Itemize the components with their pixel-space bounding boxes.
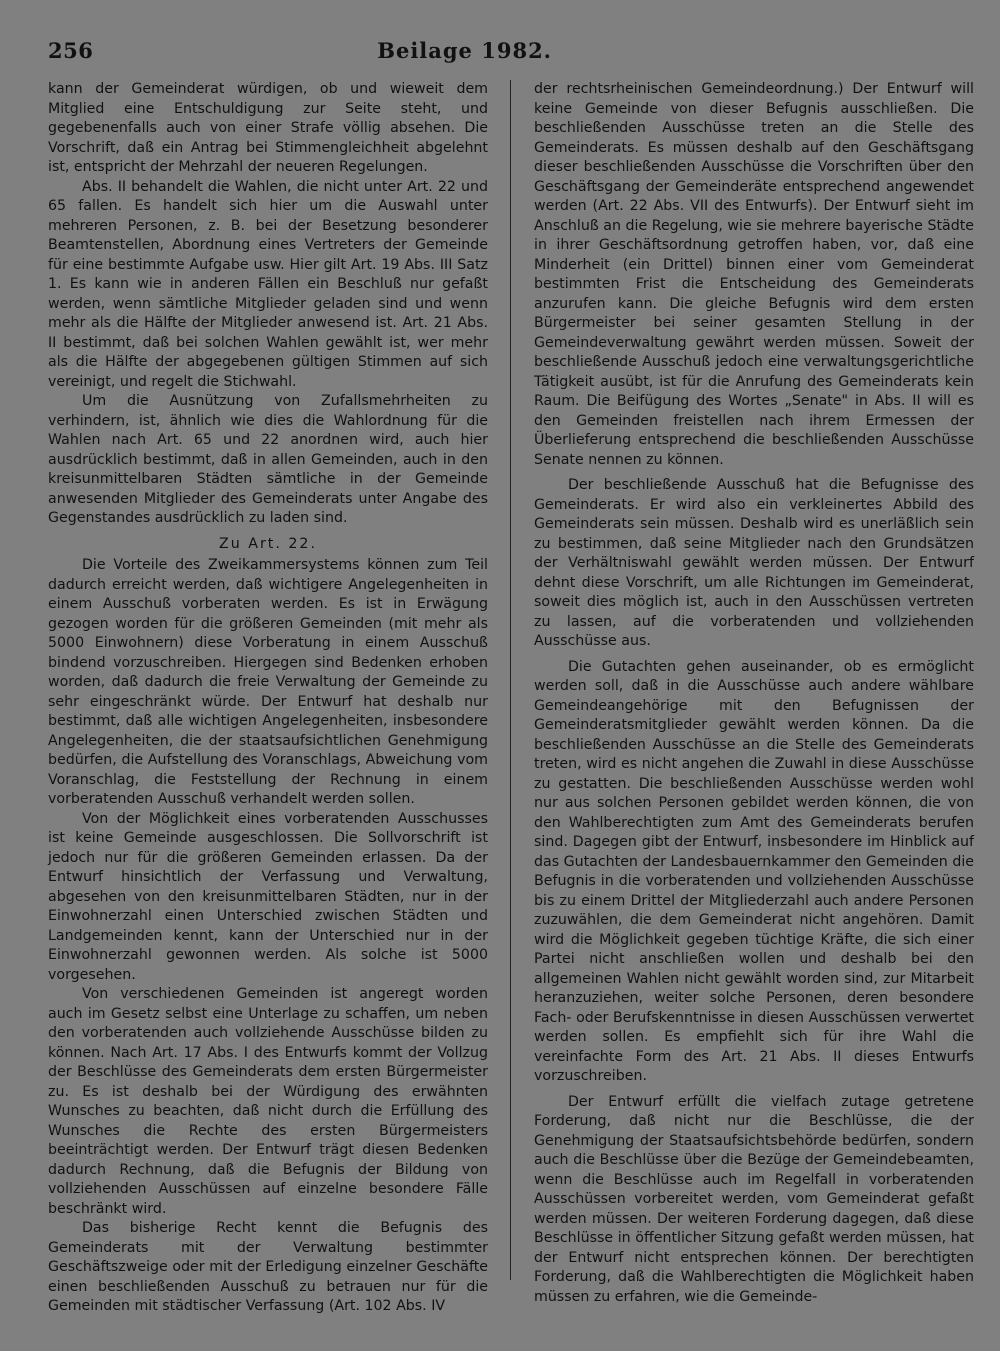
paragraph: Die Vorteile des Zweikammersystems können zum Teil dadurch erreicht werden, daß wichtigere Angelegenheiten in einem Ausschuß vorberaten werden. Es ist in Erwägung gezogen worden für die größeren Gemeinden (mit mehr als 5000 Einwohnern) diese Vorberatung in einem Ausschuß bindend vorzuschreiben. Hiergegen sind Bedenken erhoben worden, daß dadurch die freie Verwaltung der Gemeinde zu sehr eingeschränkt würde. Der Entwurf hat deshalb nur bestimmt, daß alle wichtigen Angelegenheiten, insbesondere Angelegenheiten, die der staatsaufsichtlichen Genehmigung bedürfen, die Aufstellung des Voranschlags, Abweichung vom Voranschlag, die Feststellung der Rechnung in einem vorberatenden Ausschuß verhandelt werden sollen. xyxy=(48,557,488,807)
paragraph: der rechtsrheinischen Gemeindeordnung.) Der Entwurf will keine Gemeinde von dieser Befugnis ausschließen. Die beschließenden Ausschüsse treten an die Stelle des Gemeinderats. Es müssen deshalb auf den Geschäftsgang dieser beschließenden Ausschüsse die Vorschriften über den Geschäftsgang der Gemeinderäte entsprechend angewendet werden (Art. 22 Abs. VII des Entwurfs). Der Entwurf sieht im Anschluß an die Regelung, wie sie mehrere bayerische Städte in ihrer Geschäftsordnung getroffen haben, vor, daß eine Minderheit (ein Drittel) binnen einer vom Gemeinderat bestimmten Frist die Entscheidung des Gemeinderats anzurufen kann. Die gleiche Befugnis wird dem ersten Bürgermeister bei seiner gesamten Stellung in der Gemeindeverwaltung gewährt werden müssen. Soweit der beschließende Ausschuß jedoch eine verwaltungsgerichtliche Tätigkeit ausübt, ist für die Anrufung des Gemeinderats kein Raum. Die Beifügung des Wortes „Senate" in Abs. II will es den Gemeinden freistellen nach ihrem Ermessen der Überlieferung entsprechend die beschließenden Ausschüsse Senate nennen zu können. xyxy=(534,81,974,468)
paragraph: Von der Möglichkeit eines vorberatenden Ausschusses ist keine Gemeinde ausgeschlossen. Die Sollvorschrift ist jedoch nur für die größeren Gemeinden erlassen. Da der Entwurf hinsichtlich der Verfassung und Verwaltung, abgesehen von den kreisunmittelbaren Städten, nur in der Einwohnerzahl einen Unterschied zwischen Städten und Landgemeinden kennt, kann der Unterschied nur in der Einwohnerzahl gewonnen werden. Als solche ist 5000 vorgesehen. xyxy=(48,810,488,983)
paragraph: Der beschließende Ausschuß hat die Befugnisse des Gemeinderats. Er wird also ein verkleinertes Abbild des Gemeinderats sein müssen. Deshalb wird es unerläßlich sein zu bestimmen, daß seine Mitglieder nach den Grundsätzen der Verhältniswahl gewählt werden müssen. Der Entwurf dehnt diese Vorschrift, um alle Richtungen im Gemeinderat, soweit dies möglich ist, auch in den Ausschüssen vertreten zu lassen, auf die vorberatenden und vollziehenden Ausschüsse aus. xyxy=(534,477,974,649)
right-column xyxy=(534,80,974,1307)
paragraph: Um die Ausnützung von Zufallsmehrheiten zu verhindern, ist, ähnlich wie dies die Wahlordnung für die Wahlen nach Art. 65 und 22 anordnen wird, auch hier ausdrücklich bestimmt, daß in allen Gemeinden, auch in den kreisunmittelbaren Städten sämtliche in der Gemeinde anwesenden Mitglieder des Gemeinderats unter Angabe des Gegenstandes ausdrücklich zu laden sind. xyxy=(48,393,488,526)
paragraph: Das bisherige Recht kennt die Befugnis des Gemeinderats mit der Verwaltung bestimmter Geschäftszweige oder mit der Erledigung einzelner Geschäfte einen beschließenden Ausschuß zu betrauen nur für die Gemeinden mit städtischer Verfassung (Art. 102 Abs. IV xyxy=(48,1220,488,1314)
column-divider xyxy=(510,80,511,1280)
section-title: Zu Art. 22. xyxy=(219,535,317,552)
page-heading xyxy=(48,38,962,63)
paragraph: Von verschiedenen Gemeinden ist angeregt worden auch im Gesetz selbst eine Unterlage zu schaffen, um neben den vorberatenden auch vollziehende Ausschüsse bilden zu können. Nach Art. 17 Abs. I des Entwurfs kommt der Vollzug der Beschlüsse des Gemeinderats dem ersten Bürgermeister zu. Es ist deshalb bei der Würdigung des erwähnten Wunsches zu beachten, daß nicht durch die Erfüllung des Wunsches die Rechte des ersten Bürgermeisters beeinträchtigt werden. Der Entwurf trägt diesen Bedenken dadurch Rechnung, daß die Befugnis der Bildung von vollziehenden Ausschüssen auf einzelne besondere Fälle beschränkt wird. xyxy=(48,986,488,1217)
paragraph: Der Entwurf erfüllt die vielfach zutage getretene Forderung, daß nicht nur die Beschlüsse, die der Genehmigung der Staatsaufsichtsbehörde bedürfen, sondern auch die Beschlüsse über die Bezüge der Gemeindebeamten, wenn die Beschlüsse auch im Regelfall in vorberatenden Ausschüssen vorbereitet werden, vom Gemeinderat gefaßt werden müssen. Der weiteren Forderung dagegen, daß diese Beschlüsse in öffentlicher Sitzung gefaßt werden müssen, hat der Entwurf nicht entsprechen können. Der berechtigten Forderung, daß die Wahlberechtigten die Möglichkeit haben müssen zu erfahren, wie die Gemeinde- xyxy=(534,1093,974,1305)
page-heading-text: Beilage 1982. xyxy=(377,38,552,63)
left-column xyxy=(48,80,488,1317)
paragraph: Die Gutachten gehen auseinander, ob es ermöglicht werden soll, daß in die Ausschüsse auch andere wählbare Gemeindeangehörige mit den Befugnissen der Gemeinderatsmitglieder gewählt werden können. Da die beschließenden Ausschüsse an die Stelle des Gemeinderats treten, wird es nicht angehen die Zuwahl in diese Ausschüsse zu gestatten. Die beschließenden Ausschüsse werden wohl nur aus solchen Personen gebildet werden können, die von den Wahlberechtigten zum Amt des Gemeinderats berufen sind. Dagegen gibt der Entwurf, insbesondere im Hinblick auf das Gutachten der Landesbauernkammer den Gemeinden die Befugnis in die vorberatenden und vollziehenden Ausschüsse bis zu einem Drittel der Mitgliederzahl auch andere Personen zuzuwählen, die dem Gemeinderat nicht angehören. Damit wird die Möglichkeit gegeben tüchtige Kräfte, die sich einer Partei nicht anschließen wollen und deshalb bei den allgemeinen Wahlen nicht gewählt worden sind, zur Mitarbeit heranzuziehen, weiter solche Personen, deren besondere Fach- oder Berufskenntnisse in diesen Ausschüssen verwertet werden sollen. Es empfiehlt sich für ihre Wahl die vereinfachte Form des Art. 21 Abs. II dieses Entwurfs vorzuschreiben. xyxy=(534,658,974,1084)
paragraph: Abs. II behandelt die Wahlen, die nicht unter Art. 22 und 65 fallen. Es handelt sich hier um die Auswahl unter mehreren Personen, z. B. bei der Besetzung besonderer Beamtenstellen, Abordnung eines Vertreters der Gemeinde für eine bestimmte Aufgabe usw. Hier gilt Art. 19 Abs. III Satz 1. Es kann wie in anderen Fällen ein Beschluß nur gefaßt werden, wenn sämtliche Mitglieder geladen sind und wenn mehr als die Hälfte der Mitglieder anwesend ist. Art. 21 Abs. II bestimmt, daß bei solchen Wahlen gewählt ist, wer mehr als die Hälfte der abgegebenen gültigen Stimmen auf sich vereinigt, und regelt die Stichwahl. xyxy=(48,178,488,390)
page-number: 256 xyxy=(48,38,94,63)
paragraph: kann der Gemeinderat würdigen, ob und wieweit dem Mitglied eine Entschuldigung zur Seite steht, und gegebenenfalls auch von einer Strafe völlig absehen. Die Vorschrift, daß ein Antrag bei Stimmengleichheit abgelehnt ist, entspricht der Mehrzahl der neueren Regelungen. xyxy=(48,81,488,175)
page-header xyxy=(48,38,962,68)
